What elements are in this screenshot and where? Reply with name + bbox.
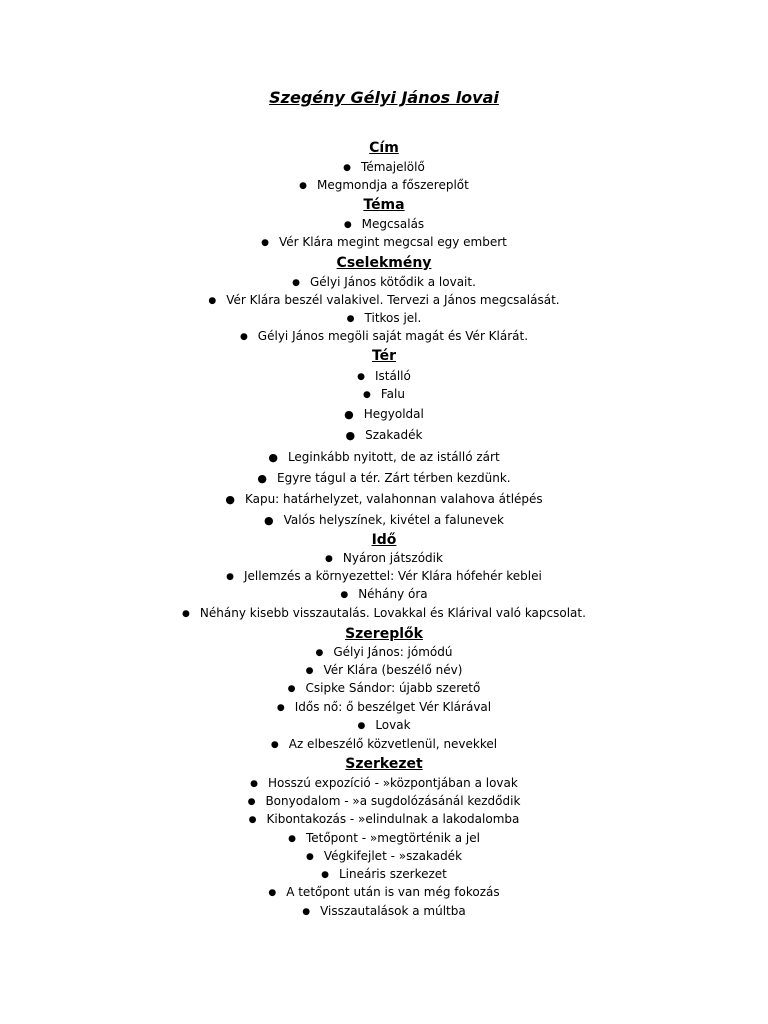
bullet-icon: ● (299, 181, 308, 191)
bullet-text: Vér Klára beszél valakivel. Tervezi a János megcsalását. (226, 293, 560, 307)
section-heading: Cselekmény (336, 255, 432, 271)
bullet-text: Kibontakozás - »elindulnak a lakodalomba (266, 812, 520, 826)
bullet-item (0, 311, 768, 325)
bullet-text: A tetőpont után is van még fokozás (286, 885, 500, 899)
bullet-icon: ● (357, 721, 366, 731)
bullet-item (0, 178, 768, 192)
bullet-item (0, 812, 768, 826)
section-heading: Idő (371, 532, 397, 548)
bullet-icon: ● (292, 278, 300, 288)
bullet-item (0, 387, 768, 401)
bullet-item (0, 831, 768, 845)
bullet-icon: ● (343, 220, 352, 230)
bullet-icon: ● (315, 648, 324, 658)
bullet-icon: ● (344, 408, 354, 421)
bullet-item (0, 217, 768, 231)
bullet-item (0, 700, 768, 714)
bullet-icon: ● (321, 870, 329, 880)
bullet-text: Néhány kisebb visszautalás. Lovakkal és Klárival való kapcsolat. (199, 606, 586, 620)
bullet-icon: ● (248, 815, 257, 825)
bullet-item (0, 492, 768, 506)
bullet-text: Lineáris szerkezet (339, 867, 447, 881)
bullet-text: Gélyi János megöli saját magát és Vér Klárát. (257, 329, 529, 343)
bullet-icon: ● (225, 493, 235, 506)
bullet-text: Csipke Sándor: újabb szerető (305, 681, 481, 695)
bullet-item (0, 587, 768, 601)
bullet-icon: ● (363, 390, 371, 400)
bullet-text: Tetőpont - »megtörténik a jel (305, 831, 480, 845)
bullet-item (0, 794, 768, 808)
bullet-text: Lovak (375, 718, 411, 732)
bullet-icon: ● (345, 429, 356, 442)
bullet-icon: ● (226, 572, 234, 582)
bullet-icon: ● (268, 451, 278, 464)
bullet-item (0, 681, 768, 695)
bullet-text: Kapu: határhelyzet, valahonnan valahova átlépés (244, 492, 543, 506)
bullet-text: Nyáron játszódik (342, 551, 443, 565)
bullet-icon: ● (268, 888, 277, 898)
bullet-icon: ● (250, 779, 259, 789)
bullet-item (0, 885, 768, 899)
bullet-item (0, 293, 768, 307)
document-title: Szegény Gélyi János lovai (269, 88, 499, 107)
bullet-icon: ● (261, 238, 269, 248)
bullet-icon: ● (287, 684, 296, 694)
bullet-item (0, 569, 768, 583)
bullet-item (0, 513, 768, 527)
bullet-text: Jellemzés a környezettel: Vér Klára hófehér keblei (244, 569, 542, 583)
bullet-item (0, 471, 768, 485)
bullet-item (0, 663, 768, 677)
bullet-icon: ● (182, 609, 190, 619)
bullet-text: Vér Klára (beszélő név) (323, 663, 463, 677)
bullet-text: Falu (380, 387, 405, 401)
bullet-icon: ● (276, 703, 285, 713)
bullet-item (0, 407, 768, 421)
section-heading: Szereplők (345, 626, 423, 642)
bullet-item (0, 369, 768, 383)
bullet-icon: ● (208, 296, 217, 306)
bullet-icon: ● (325, 554, 333, 564)
bullet-icon: ● (270, 740, 279, 750)
bullet-text: Visszautalások a múltba (320, 904, 466, 918)
bullet-item (0, 606, 768, 620)
bullet-icon: ● (247, 797, 256, 807)
bullet-item (0, 904, 768, 918)
bullet-text: Néhány óra (358, 587, 428, 601)
bullet-item (0, 718, 768, 732)
bullet-item (0, 776, 768, 790)
bullet-text: Titkos jel. (364, 311, 422, 325)
bullet-text: Megmondja a főszereplőt (317, 178, 469, 192)
bullet-text: Idős nő: ő beszélget Vér Klárával (294, 700, 492, 714)
bullet-text: Vér Klára megint megcsal egy embert (278, 235, 507, 249)
bullet-text: Megcsalás (361, 217, 425, 231)
bullet-icon: ● (305, 666, 314, 676)
bullet-text: Hegyoldal (363, 407, 424, 421)
bullet-text: Bonyodalom - »a sugdolózásánál kezdődik (265, 794, 521, 808)
bullet-item (0, 551, 768, 565)
bullet-item (0, 737, 768, 751)
bullet-icon: ● (357, 372, 365, 382)
bullet-text: Leginkább nyitott, de az istálló zárt (287, 450, 500, 464)
bullet-icon: ● (264, 514, 274, 527)
bullet-text: Istálló (375, 369, 411, 383)
section-heading: Szerkezet (345, 756, 423, 772)
bullet-item (0, 450, 768, 464)
bullet-icon: ● (343, 163, 352, 173)
bullet-icon: ● (340, 590, 349, 600)
bullet-icon: ● (346, 314, 355, 324)
bullet-icon: ● (257, 472, 268, 485)
bullet-text: Gélyi János: jómódú (333, 645, 453, 659)
bullet-item (0, 645, 768, 659)
section-heading: Cím (369, 140, 399, 156)
bullet-icon: ● (239, 332, 248, 342)
bullet-item (0, 849, 768, 863)
bullet-text: Hosszú expozíció - »központjában a lovak (268, 776, 518, 790)
section-heading: Tér (371, 348, 397, 364)
bullet-icon: ● (288, 834, 296, 844)
bullet-item (0, 428, 768, 442)
bullet-text: Gélyi János kötődik a lovait. (309, 275, 476, 289)
bullet-text: Témajelölő (361, 160, 425, 174)
bullet-item (0, 329, 768, 343)
bullet-icon: ● (305, 852, 314, 862)
bullet-text: Valós helyszínek, kivétel a falunevek (283, 513, 504, 527)
section-heading: Téma (363, 197, 405, 213)
bullet-text: Az elbeszélő közvetlenül, nevekkel (288, 737, 498, 751)
bullet-text: Szakadék (365, 428, 423, 442)
bullet-text: Végkifejlet - »szakadék (323, 849, 463, 863)
bullet-item (0, 160, 768, 174)
bullet-item (0, 235, 768, 249)
bullet-item (0, 867, 768, 881)
bullet-item (0, 275, 768, 289)
bullet-text: Egyre tágul a tér. Zárt térben kezdünk. (277, 471, 511, 485)
bullet-icon: ● (302, 907, 311, 917)
